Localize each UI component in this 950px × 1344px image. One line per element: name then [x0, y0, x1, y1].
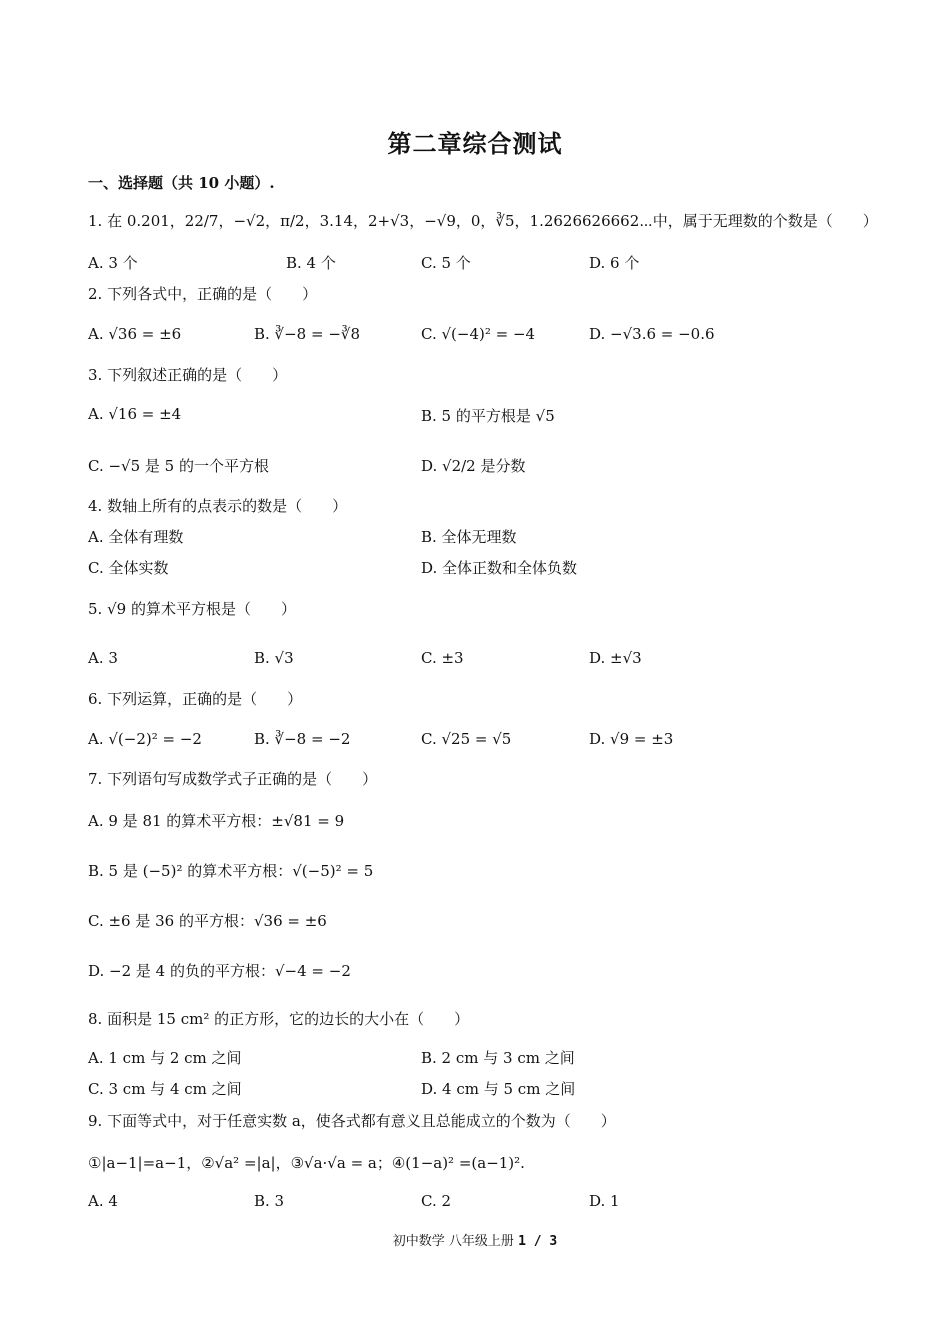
- q2-option-b: B. ∛−8 = −∛8: [254, 325, 361, 343]
- q2-option-c: C. √(−4)² = −4: [421, 325, 536, 343]
- q8-option-c: C. 3 cm 与 4 cm 之间: [88, 1080, 242, 1098]
- q9-option-a: A. 4: [88, 1192, 118, 1210]
- q5-option-b: B. √3: [254, 649, 294, 667]
- q9-option-c: C. 2: [421, 1192, 452, 1210]
- q9-option-b: B. 3: [254, 1192, 285, 1210]
- question-5-stem: 5. √9 的算术平方根是（ ）: [88, 600, 296, 618]
- question-2-stem: 2. 下列各式中，正确的是（ ）: [88, 285, 318, 303]
- question-1-stem: 1. 在 0.201，22/7，−√2，π/2，3.14，2+√3，−√9，0，∛5，1.2626626662⋯中，属于无理数的个数是（ ）: [88, 212, 878, 230]
- q3-option-d: D. √2/2 是分数: [421, 457, 526, 475]
- q2-option-a: A. √36 = ±6: [88, 325, 182, 343]
- page-number: 1 / 3: [518, 1234, 558, 1249]
- q4-option-b: B. 全体无理数: [421, 528, 517, 546]
- q5-option-c: C. ±3: [421, 649, 464, 667]
- q6-option-c: C. √25 = √5: [421, 730, 512, 748]
- question-4-stem: 4. 数轴上所有的点表示的数是（ ）: [88, 497, 348, 515]
- footer-text: 初中数学 八年级上册: [392, 1234, 514, 1249]
- q1-option-d: D. 6 个: [589, 254, 640, 272]
- q9-option-d: D. 1: [589, 1192, 620, 1210]
- q2-option-d: D. −√3.6 = −0.6: [589, 325, 715, 343]
- q3-option-a: A. √16 = ±4: [88, 405, 182, 423]
- q5-option-d: D. ±√3: [589, 649, 642, 667]
- page-footer: [0, 1230, 950, 1249]
- question-6-stem: 6. 下列运算，正确的是（ ）: [88, 690, 303, 708]
- q8-option-b: B. 2 cm 与 3 cm 之间: [421, 1049, 575, 1067]
- q7-option-d: D. −2 是 4 的负的平方根：√−4 = −2: [88, 962, 351, 980]
- q8-option-a: A. 1 cm 与 2 cm 之间: [88, 1049, 242, 1067]
- q6-option-a: A. √(−2)² = −2: [88, 730, 202, 748]
- q7-option-b: B. 5 是 (−5)² 的算术平方根：√(−5)² = 5: [88, 862, 374, 880]
- q3-option-b: B. 5 的平方根是 √5: [421, 407, 555, 425]
- q4-option-a: A. 全体有理数: [88, 528, 184, 546]
- q1-option-a: A. 3 个: [88, 254, 138, 272]
- q6-option-b: B. ∛−8 = −2: [254, 730, 351, 748]
- question-7-stem: 7. 下列语句写成数学式子正确的是（ ）: [88, 770, 378, 788]
- question-9-stem: 9. 下面等式中，对于任意实数 a，使各式都有意义且总能成立的个数为（ ）: [88, 1112, 616, 1130]
- q7-option-c: C. ±6 是 36 的平方根：√36 = ±6: [88, 912, 327, 930]
- q8-option-d: D. 4 cm 与 5 cm 之间: [421, 1080, 576, 1098]
- page-title: 第二章综合测试: [387, 129, 563, 158]
- q7-option-a: A. 9 是 81 的算术平方根：±√81 = 9: [88, 812, 345, 830]
- question-8-stem: 8. 面积是 15 cm² 的正方形，它的边长的大小在（ ）: [88, 1010, 470, 1028]
- q1-option-c: C. 5 个: [421, 254, 471, 272]
- question-3-stem: 3. 下列叙述正确的是（ ）: [88, 366, 288, 384]
- question-9-expressions: ①|a−1|=a−1，②√a² =|a|，③√a·√a = a；④(1−a)² =(a−1)².: [88, 1154, 525, 1172]
- q4-option-c: C. 全体实数: [88, 559, 169, 577]
- q1-option-b: B. 4 个: [286, 254, 336, 272]
- q6-option-d: D. √9 = ±3: [589, 730, 674, 748]
- q4-option-d: D. 全体正数和全体负数: [421, 559, 578, 577]
- q5-option-a: A. 3: [88, 649, 118, 667]
- section-heading: 一、选择题（共 10 小题）.: [88, 174, 275, 192]
- q3-option-c: C. −√5 是 5 的一个平方根: [88, 457, 269, 475]
